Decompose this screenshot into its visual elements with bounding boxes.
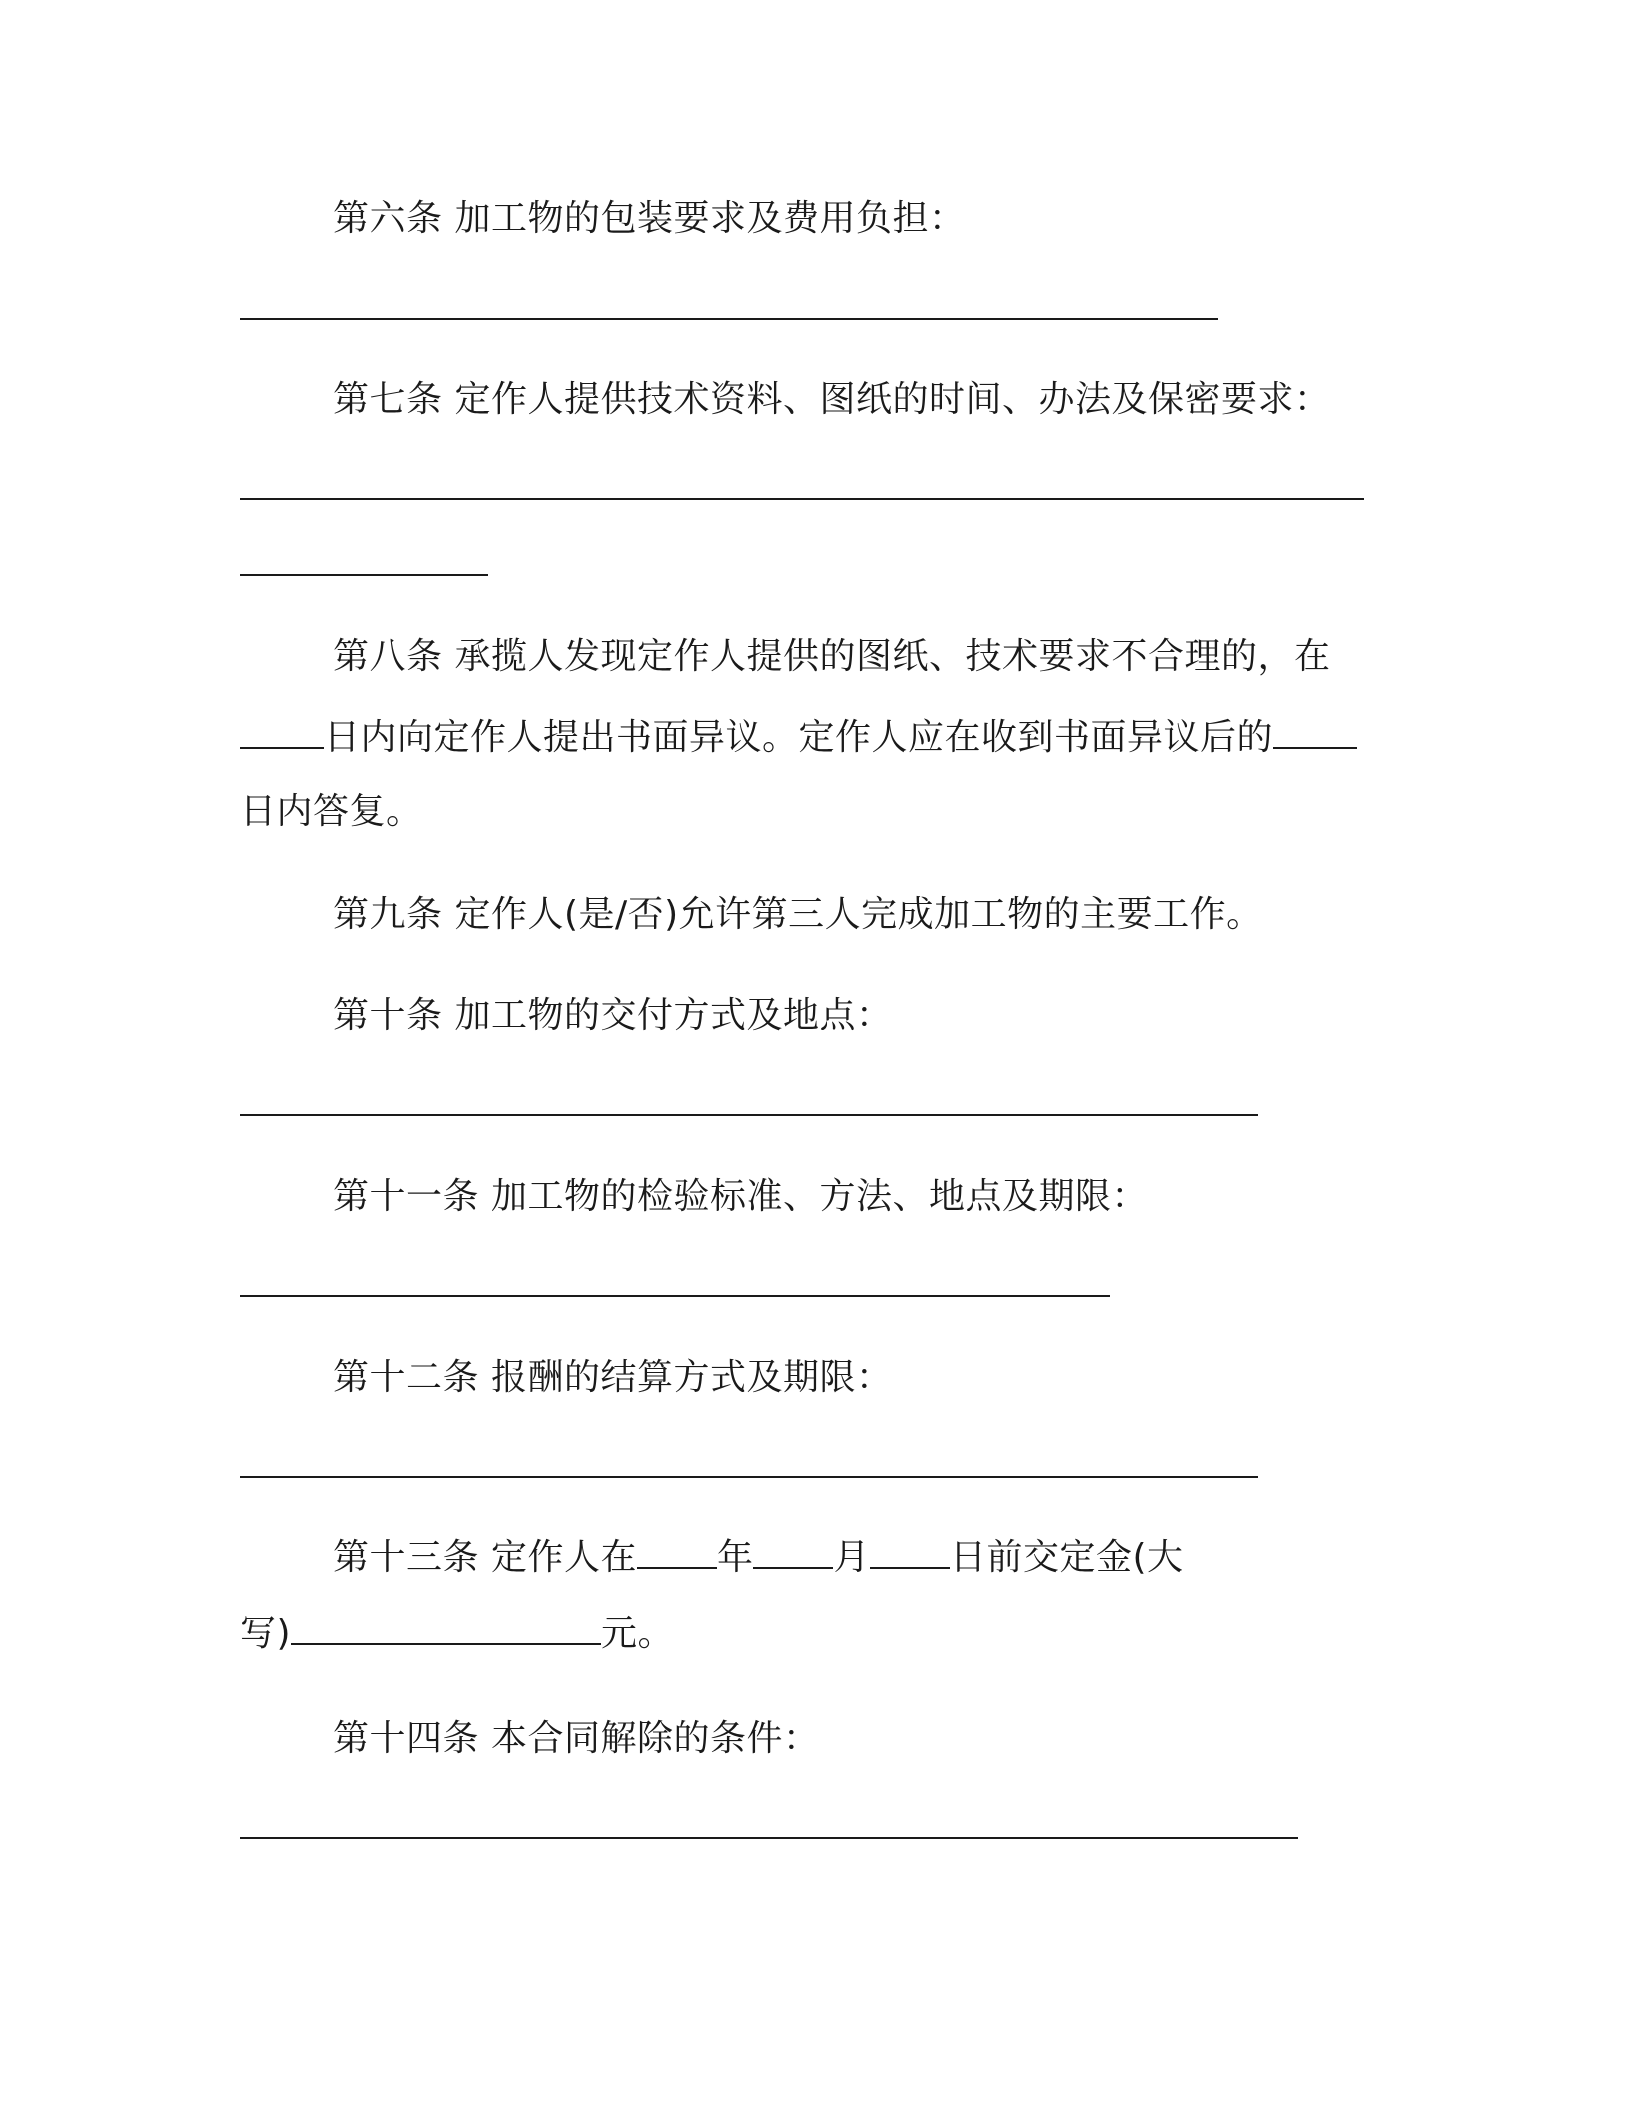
- article-8-line-2-text: 日内向定作人提出书面异议。定作人应在收到书面异议后的: [324, 717, 1274, 758]
- article-13-intro: 第十三条 定作人在: [333, 1537, 637, 1578]
- year-blank: [637, 1537, 717, 1569]
- article-8-line-3: 日内答复。: [240, 791, 423, 832]
- article-6-fill-line: [240, 318, 1218, 320]
- article-10-fill-line: [240, 1114, 1258, 1116]
- article-12-heading: 第十二条 报酬的结算方式及期限：: [333, 1357, 893, 1398]
- article-7-fill-line-1: [240, 498, 1364, 500]
- month-blank: [753, 1537, 833, 1569]
- article-11-fill-line: [240, 1295, 1110, 1297]
- article-10-heading: 第十条 加工物的交付方式及地点：: [333, 995, 893, 1036]
- article-7-fill-line-2: [240, 574, 488, 576]
- article-12-fill-line: [240, 1476, 1258, 1478]
- article-13-line-2: [240, 1612, 674, 1656]
- article-13-line-1: [333, 1536, 1184, 1580]
- article-8-line-1: 第八条 承揽人发现定作人提供的图纸、技术要求不合理的，在: [333, 636, 1331, 677]
- article-14-fill-line: [240, 1837, 1298, 1839]
- amount-prefix: 写): [240, 1613, 292, 1654]
- article-9-heading: 第九条 定作人(是/否)允许第三人完成加工物的主要工作。: [333, 894, 1263, 935]
- article-11-heading: 第十一条 加工物的检验标准、方法、地点及期限：: [333, 1176, 1148, 1217]
- article-14-heading: 第十四条 本合同解除的条件：: [333, 1718, 820, 1759]
- article-6-heading: 第六条 加工物的包装要求及费用负担：: [333, 198, 966, 239]
- days-blank-2: [1273, 717, 1357, 749]
- article-7-heading: 第七条 定作人提供技术资料、图纸的时间、办法及保密要求：: [333, 379, 1331, 420]
- day-deposit-label: 日前交定金(大: [949, 1537, 1184, 1578]
- amount-suffix: 元。: [601, 1613, 675, 1654]
- day-blank: [870, 1537, 950, 1569]
- year-label: 年: [716, 1537, 754, 1578]
- days-blank-1: [240, 717, 324, 749]
- month-label: 月: [833, 1537, 870, 1578]
- deposit-amount-blank: [291, 1613, 601, 1645]
- article-8-line-2: [240, 716, 1357, 760]
